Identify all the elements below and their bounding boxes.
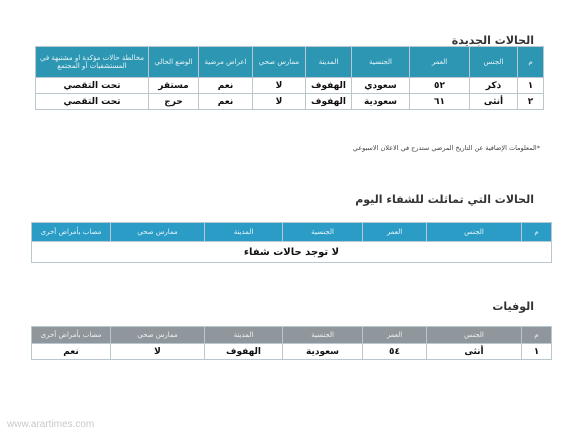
table-cell: الهفوف	[306, 94, 352, 110]
table-cell: أنثى	[427, 344, 522, 360]
table-cell: ٥٤	[363, 344, 427, 360]
table-cell: نعم	[199, 94, 253, 110]
table-cell: نعم	[32, 344, 111, 360]
table-row	[36, 94, 544, 110]
recovered-title: الحالات التي تماثلت للشفاء اليوم	[355, 193, 534, 206]
header-cell: الوضع الحالي	[149, 47, 199, 78]
table-row	[36, 78, 544, 94]
header-cell: المدينة	[205, 223, 283, 242]
table-cell: لا	[253, 94, 306, 110]
table-row	[32, 344, 552, 360]
table-cell: ٢	[518, 94, 544, 110]
header-cell: مخالطة حالات مؤكدة او مشتبهة في المستشفيات أو المجتمع	[36, 47, 149, 78]
header-cell: الجنس	[470, 47, 518, 78]
new-cases-header-row	[36, 47, 544, 78]
header-cell: المدينة	[205, 327, 283, 344]
table-cell: أنثى	[470, 94, 518, 110]
empty-message: لا توجد حالات شفاء	[32, 242, 552, 263]
header-cell: الجنس	[427, 223, 522, 242]
header-cell: م	[522, 327, 552, 344]
header-cell: المدينة	[306, 47, 352, 78]
new-cases-table	[35, 46, 544, 110]
table-cell: ٦١	[410, 94, 470, 110]
recovered-header-row	[32, 223, 552, 242]
header-cell: مصاب بأمراض أخرى	[32, 223, 111, 242]
table-cell: لا	[253, 78, 306, 94]
table-row	[32, 242, 552, 263]
header-cell: الجنسية	[352, 47, 410, 78]
table-cell: نعم	[199, 78, 253, 94]
header-cell: الجنسية	[283, 223, 363, 242]
header-cell: ممارس صحي	[253, 47, 306, 78]
watermark: www.arartimes.com	[7, 419, 95, 430]
header-cell: ممارس صحي	[111, 327, 205, 344]
table-cell: سعودية	[283, 344, 363, 360]
header-cell: اعراض مرضية	[199, 47, 253, 78]
deaths-header-row	[32, 327, 552, 344]
table-cell: ١	[522, 344, 552, 360]
deaths-table	[31, 326, 552, 360]
table-cell: تحت التقصي	[36, 94, 149, 110]
footnote: *المعلومات الإضافية عن التاريخ المرضي ستدرج في الاعلان الاسبوعي	[352, 144, 540, 152]
new-cases-title: الحالات الجديدة	[451, 34, 534, 47]
table-cell: لا	[111, 344, 205, 360]
header-cell: الجنس	[427, 327, 522, 344]
header-cell: العمر	[410, 47, 470, 78]
table-cell: ذكر	[470, 78, 518, 94]
header-cell: م	[518, 47, 544, 78]
recovered-table	[31, 222, 552, 263]
table-cell: سعودية	[352, 94, 410, 110]
header-cell: مصاب بأمراض أخرى	[32, 327, 111, 344]
table-cell: الهفوف	[205, 344, 283, 360]
table-cell: ١	[518, 78, 544, 94]
table-cell: تحت التقصي	[36, 78, 149, 94]
header-cell: الجنسية	[283, 327, 363, 344]
header-cell: ممارس صحي	[111, 223, 205, 242]
header-cell: م	[522, 223, 552, 242]
header-cell: العمر	[363, 327, 427, 344]
header-cell: العمر	[363, 223, 427, 242]
table-cell: الهفوف	[306, 78, 352, 94]
table-cell: مستقر	[149, 78, 199, 94]
table-cell: حرج	[149, 94, 199, 110]
table-cell: سعودي	[352, 78, 410, 94]
table-cell: ٥٢	[410, 78, 470, 94]
deaths-title: الوفيات	[492, 300, 534, 313]
